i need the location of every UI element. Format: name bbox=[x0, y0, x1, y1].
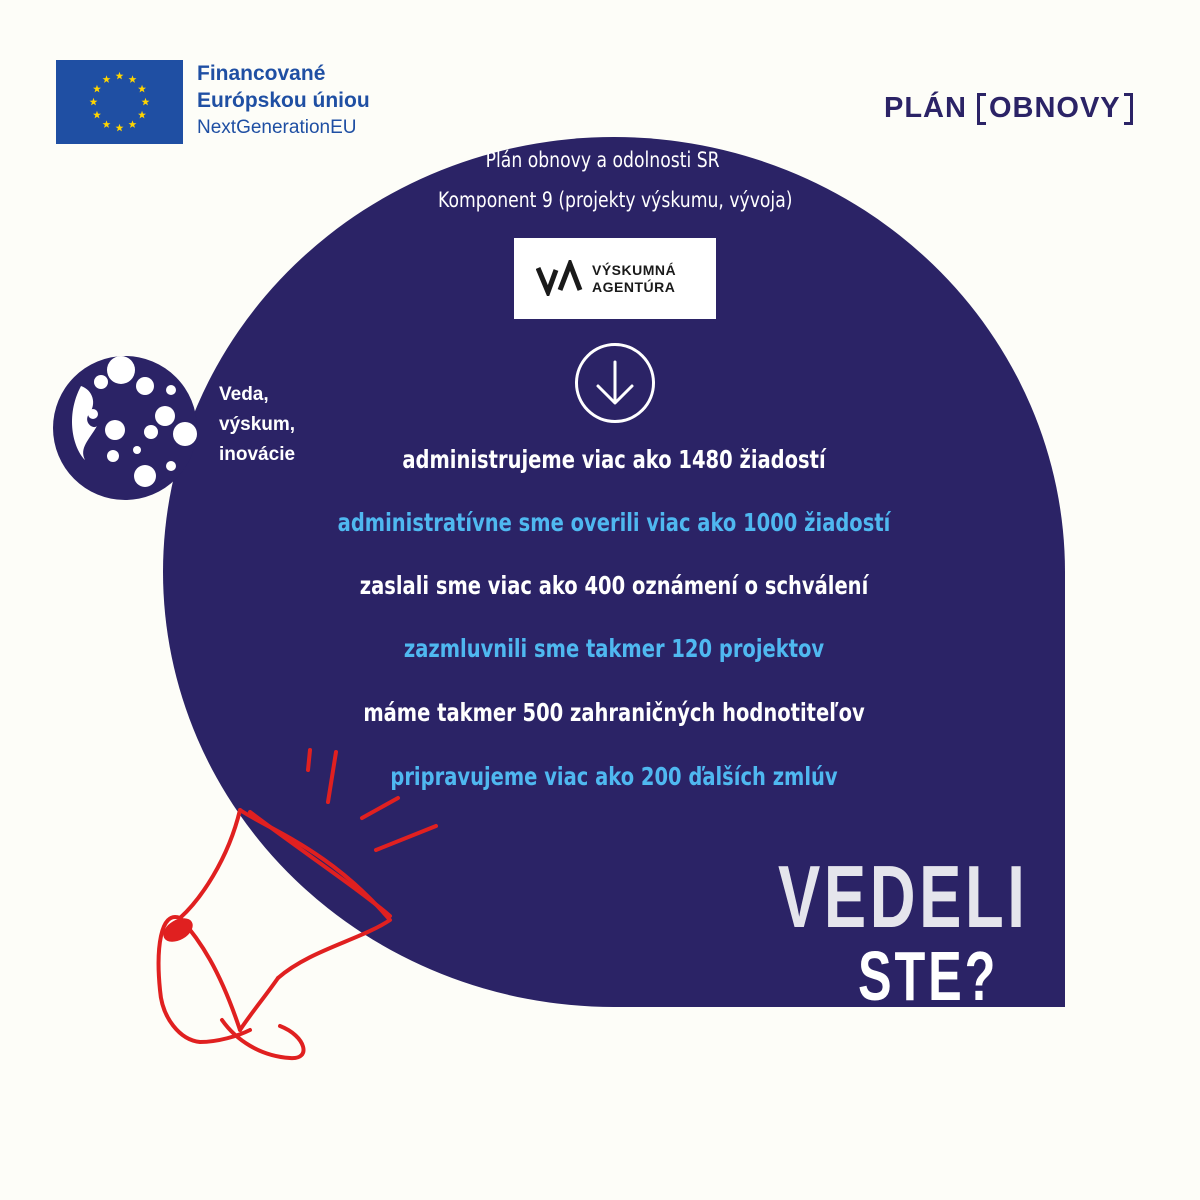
stat-item: máme takmer 500 zahraničných hodnotiteľov bbox=[363, 698, 865, 727]
eu-funding-logo bbox=[56, 60, 416, 146]
header-text bbox=[420, 140, 793, 220]
stat-item: zaslali sme viac ako 400 oznámení o schválení bbox=[359, 571, 869, 600]
agency-mark-icon bbox=[536, 260, 584, 296]
stat-item: zazmluvnili sme takmer 120 projektov bbox=[403, 634, 825, 663]
agency-line1: VÝSKUMNÁ bbox=[592, 262, 677, 278]
badge-label bbox=[219, 380, 295, 470]
header-line1: Plán obnovy a odolnosti SR bbox=[485, 148, 720, 172]
plan-logo-word1: PLÁN bbox=[884, 92, 967, 124]
stat-item: administrujeme viac ako 1480 žiadostí bbox=[402, 445, 826, 474]
eu-logo-line2: Európskou úniou bbox=[197, 89, 370, 112]
badge-line3: inovácie bbox=[219, 444, 296, 465]
stat-item: administratívne sme overili viac ako 1000 žiadostí bbox=[337, 508, 891, 537]
bracket-left-icon bbox=[977, 93, 986, 125]
plan-obnovy-logo bbox=[884, 88, 1133, 128]
vyskumna-agentura-logo bbox=[514, 238, 716, 319]
megaphone-icon bbox=[140, 740, 450, 1070]
agency-line2: AGENTÚRA bbox=[592, 279, 676, 295]
cta-line2: STE? bbox=[858, 937, 999, 1006]
badge-line1: Veda, bbox=[219, 384, 269, 405]
plan-logo-word2: OBNOVY bbox=[988, 92, 1121, 124]
eu-logo-line1: Financované bbox=[197, 62, 326, 85]
stat-item: pripravujeme viac ako 200 ďalších zmlúv bbox=[390, 762, 838, 791]
badge-line2: výskum, bbox=[219, 414, 296, 435]
arrow-down-icon bbox=[592, 358, 638, 408]
arrow-down-badge bbox=[575, 343, 655, 423]
moon-icon bbox=[53, 356, 198, 501]
header-line2: Komponent 9 (projekty výskumu, vývoja) bbox=[438, 188, 793, 212]
cta-line1: VEDELI bbox=[778, 847, 1029, 946]
eu-flag-icon bbox=[56, 60, 183, 144]
eu-logo-line3: NextGenerationEU bbox=[197, 117, 357, 138]
bracket-right-icon bbox=[1124, 93, 1133, 125]
